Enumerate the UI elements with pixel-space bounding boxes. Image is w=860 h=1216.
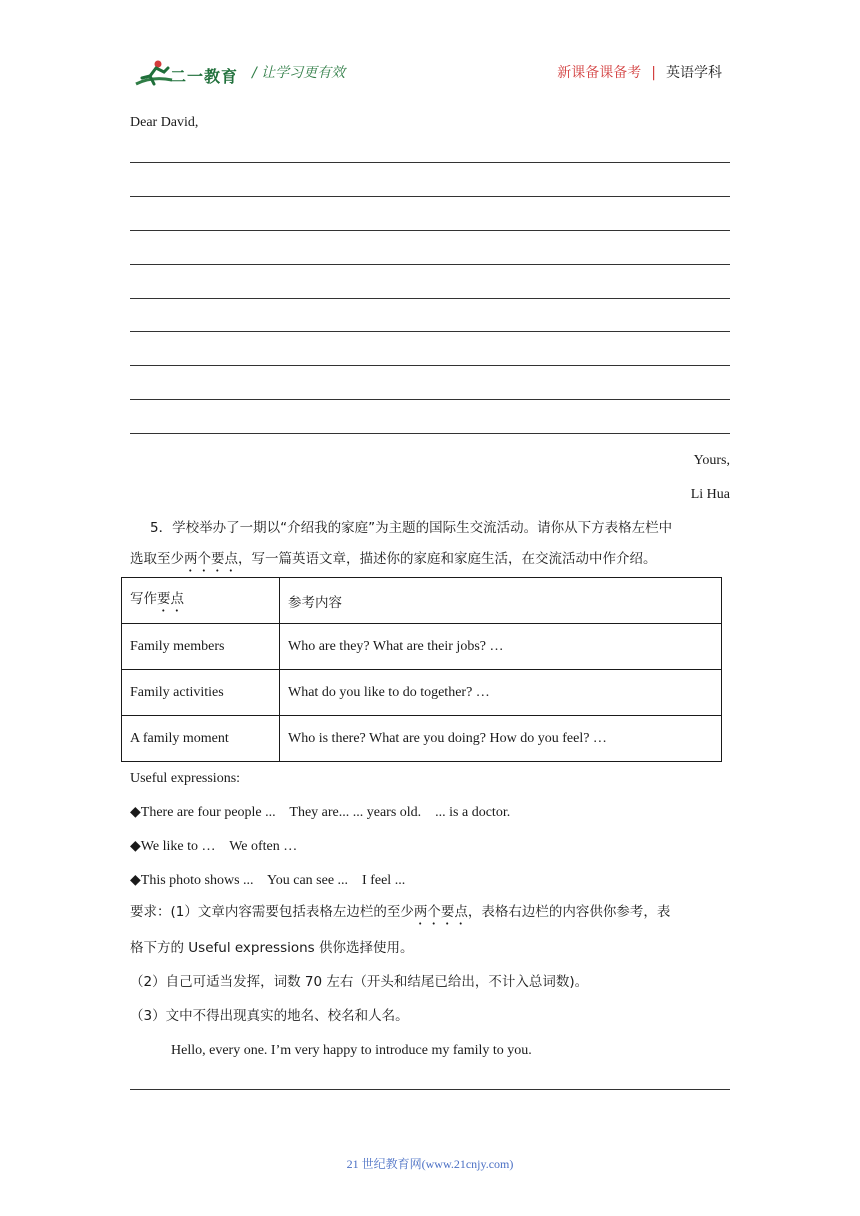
writing-line[interactable] bbox=[130, 264, 730, 265]
requirement-1-text: 要求：(1）文章内容需要包括表格左边栏的至少 bbox=[130, 904, 414, 920]
requirement-3: （3）文中不得出现真实的地名、校名和人名。 bbox=[130, 1008, 409, 1024]
useful-expression-item: ◆There are four people ... They are... ... years old. ... is a doctor. bbox=[130, 805, 511, 820]
page-footer: 21 世纪教育网(www.21cnjy.com) bbox=[346, 1157, 514, 1171]
question-5-text: 选取至少 bbox=[130, 551, 184, 567]
useful-expressions-title: Useful expressions: bbox=[130, 771, 241, 786]
table-header-row bbox=[122, 578, 722, 624]
table-cell-point: A family moment bbox=[122, 716, 280, 762]
requirement-1-emphasis: 两个要点 bbox=[413, 904, 468, 920]
header-slogan: / 让学习更有效 bbox=[252, 65, 346, 81]
writing-line[interactable] bbox=[130, 1089, 730, 1090]
writing-line[interactable] bbox=[130, 399, 730, 400]
letter-closing: Yours, bbox=[693, 453, 730, 468]
logo-text: 二一教育 bbox=[170, 67, 239, 86]
useful-expression-item: ◆This photo shows ... You can see ... I feel ... bbox=[130, 873, 406, 888]
table-row bbox=[122, 716, 722, 762]
letter-signature: Li Hua bbox=[690, 487, 730, 502]
requirement-1-text-end: ，表格右边栏的内容供你参考，表 bbox=[467, 904, 671, 920]
question-5-text-end: ，写一篇英语文章，描述你的家庭和家庭生活，在交流活动中作介绍。 bbox=[238, 551, 657, 567]
table-cell-reference: What do you like to do together? … bbox=[280, 670, 722, 716]
writing-line[interactable] bbox=[130, 196, 730, 197]
requirement-2: （2）自己可适当发挥，词数 70 左右（开头和结尾已给出，不计入总词数)。 bbox=[130, 974, 589, 990]
writing-line[interactable] bbox=[130, 230, 730, 231]
writing-line[interactable] bbox=[130, 162, 730, 163]
writing-points-table bbox=[121, 577, 722, 762]
table-header-reference: 参考内容 bbox=[280, 578, 722, 624]
useful-expression-item: ◆We like to … We often … bbox=[130, 839, 298, 854]
question-5-emphasis: 两个要点 bbox=[184, 551, 238, 567]
writing-line[interactable] bbox=[130, 433, 730, 434]
essay-opening: Hello, every one. I’m very happy to introduce my family to you. bbox=[171, 1043, 532, 1058]
header-subject-label: 英语学科 bbox=[666, 65, 722, 81]
writing-line[interactable] bbox=[130, 331, 730, 332]
page-header bbox=[0, 0, 860, 100]
table-row bbox=[122, 670, 722, 716]
writing-line[interactable] bbox=[130, 298, 730, 299]
header-points-emphasis: 要点 bbox=[157, 590, 184, 607]
header-separator: | bbox=[651, 65, 656, 81]
letter-salutation: Dear David, bbox=[130, 115, 199, 130]
table-header-points bbox=[122, 578, 280, 624]
table-cell-reference: Who is there? What are you doing? How do you feel? … bbox=[280, 716, 722, 762]
header-subject bbox=[557, 62, 722, 82]
table-row bbox=[122, 624, 722, 670]
requirement-1 bbox=[130, 903, 670, 928]
table-cell-reference: Who are they? What are their jobs? … bbox=[280, 624, 722, 670]
question-5-line2 bbox=[130, 550, 657, 575]
requirement-1-continued: 格下方的 Useful expressions 供你选择使用。 bbox=[130, 940, 414, 956]
table-cell-point: Family members bbox=[122, 624, 280, 670]
header-course-label: 新课备课备考 bbox=[557, 65, 642, 81]
writing-line[interactable] bbox=[130, 365, 730, 366]
header-points-text: 写作 bbox=[130, 590, 157, 607]
question-5-line1: 5．学校举办了一期以“介绍我的家庭”为主题的国际生交流活动。请你从下方表格左栏中 bbox=[150, 520, 673, 536]
table-cell-point: Family activities bbox=[122, 670, 280, 716]
